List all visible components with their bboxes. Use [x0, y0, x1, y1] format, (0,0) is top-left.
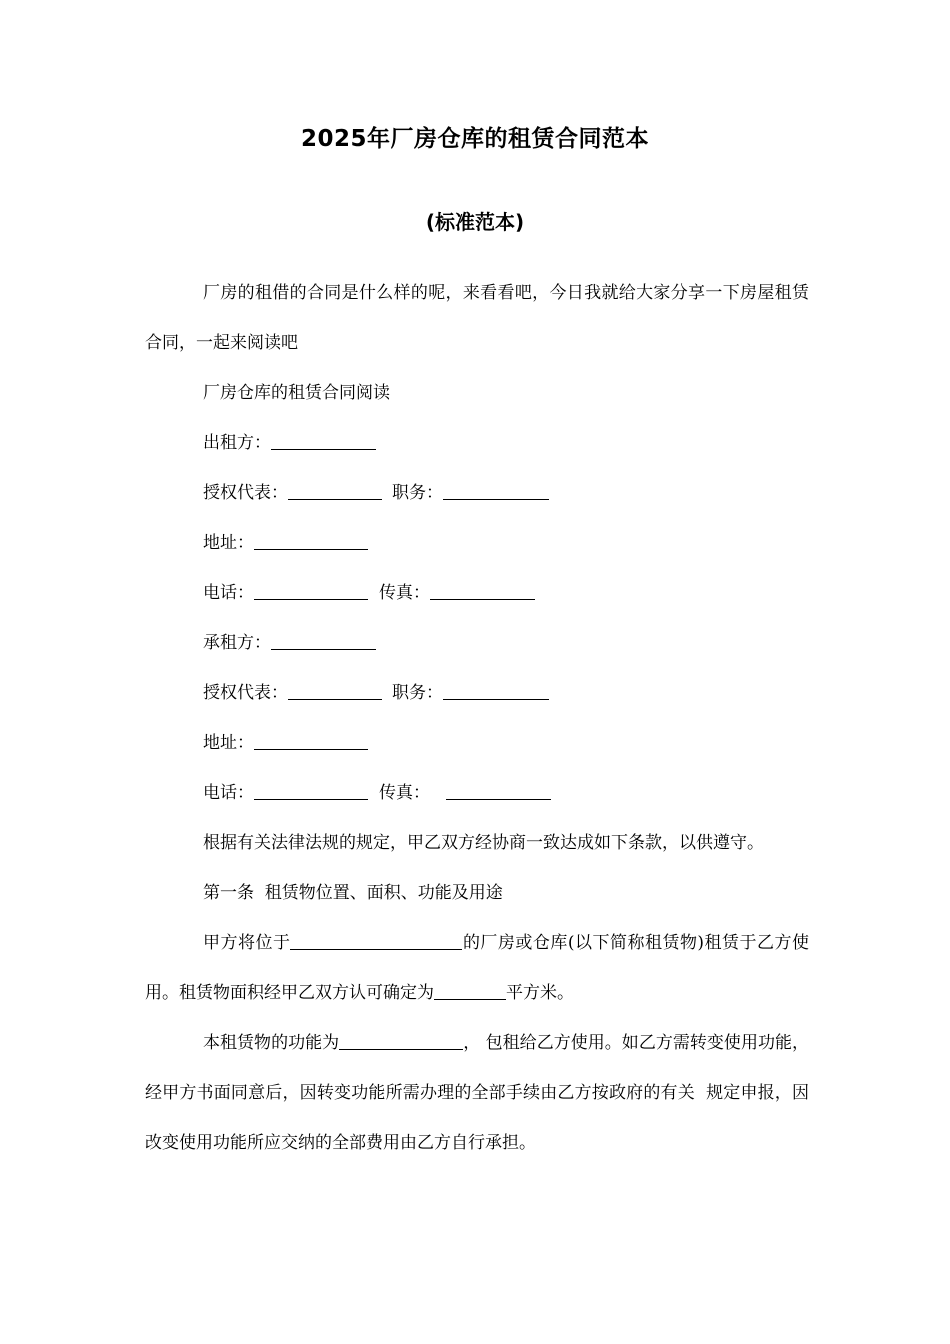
lessor-phone-line	[145, 568, 809, 618]
lessee-fax-label: 传真：	[379, 783, 430, 803]
lessor-fax-label: 传真：	[379, 583, 430, 603]
lessor-rep-line	[145, 468, 809, 518]
document-subtitle: (标准范本)	[425, 210, 525, 234]
lessee-rep-label: 授权代表：	[203, 683, 288, 703]
lessee-phone-label: 电话：	[203, 783, 254, 803]
article1-p1-text-b: 的厂房或仓库(以下简称租赁物)租赁于乙方使用。租赁物面积经甲乙双方认可确定为	[145, 933, 810, 1003]
lessor-rep-blank[interactable]	[288, 481, 382, 500]
lessor-address-blank[interactable]	[254, 531, 368, 550]
article1-paragraph-2	[145, 1018, 809, 1168]
article1-p1-text-a: 甲方将位于	[203, 933, 291, 953]
article1-paragraph-1	[145, 918, 809, 1018]
lessee-fax-blank[interactable]	[446, 781, 551, 800]
lessee-address-blank[interactable]	[254, 731, 368, 750]
function-blank[interactable]	[339, 1031, 463, 1050]
lessee-phone-blank[interactable]	[254, 781, 368, 800]
intro-paragraph: 厂房的租借的合同是什么样的呢，来看看吧，今日我就给大家分享一下房屋租赁合同，一起来阅读吧	[145, 283, 809, 353]
article1-p2-text-b: ， 包租给乙方使用。如乙方需转变使用功能，经甲方书面同意后，因转变功能所需办理的全部手续由乙方按政府的有关 规定申报，因改变使用功能所应交纳的全部费用由乙方自行承担。	[145, 1033, 810, 1153]
lessee-party-blank[interactable]	[271, 631, 376, 650]
lessee-rep-line	[145, 668, 809, 718]
lessor-post-label: 职务：	[392, 483, 443, 503]
lessee-address-label: 地址：	[203, 733, 254, 753]
lessor-fax-blank[interactable]	[430, 581, 535, 600]
lessee-rep-blank[interactable]	[288, 681, 382, 700]
area-blank[interactable]	[434, 981, 506, 1000]
lessor-address-line	[145, 518, 809, 568]
lessor-party-line	[145, 418, 809, 468]
lessor-phone-blank[interactable]	[254, 581, 368, 600]
doc-heading: 厂房仓库的租赁合同阅读	[203, 383, 390, 403]
lessee-party-label: 承租方：	[203, 633, 271, 653]
lessee-post-label: 职务：	[392, 683, 443, 703]
article1-p2-text-a: 本租赁物的功能为	[203, 1033, 340, 1053]
document-body	[145, 268, 809, 1168]
location-blank[interactable]	[290, 931, 462, 950]
lessee-post-blank[interactable]	[443, 681, 549, 700]
lessor-post-blank[interactable]	[443, 481, 549, 500]
lessor-address-label: 地址：	[203, 533, 254, 553]
document-title: 2025年厂房仓库的租赁合同范本	[300, 126, 649, 152]
lessor-party-label: 出租方：	[203, 433, 271, 453]
article1-heading: 第一条 租赁物位置、面积、功能及用途	[203, 883, 503, 903]
lessor-phone-label: 电话：	[203, 583, 254, 603]
agreement-paragraph: 根据有关法律法规的规定，甲乙双方经协商一致达成如下条款，以供遵守。	[203, 833, 764, 853]
lessee-phone-line	[145, 768, 809, 818]
lessee-party-line	[145, 618, 809, 668]
article1-p1-text-c: 平方米。	[506, 983, 574, 1003]
lessor-party-blank[interactable]	[271, 431, 376, 450]
lessor-rep-label: 授权代表：	[203, 483, 288, 503]
lessee-address-line	[145, 718, 809, 768]
